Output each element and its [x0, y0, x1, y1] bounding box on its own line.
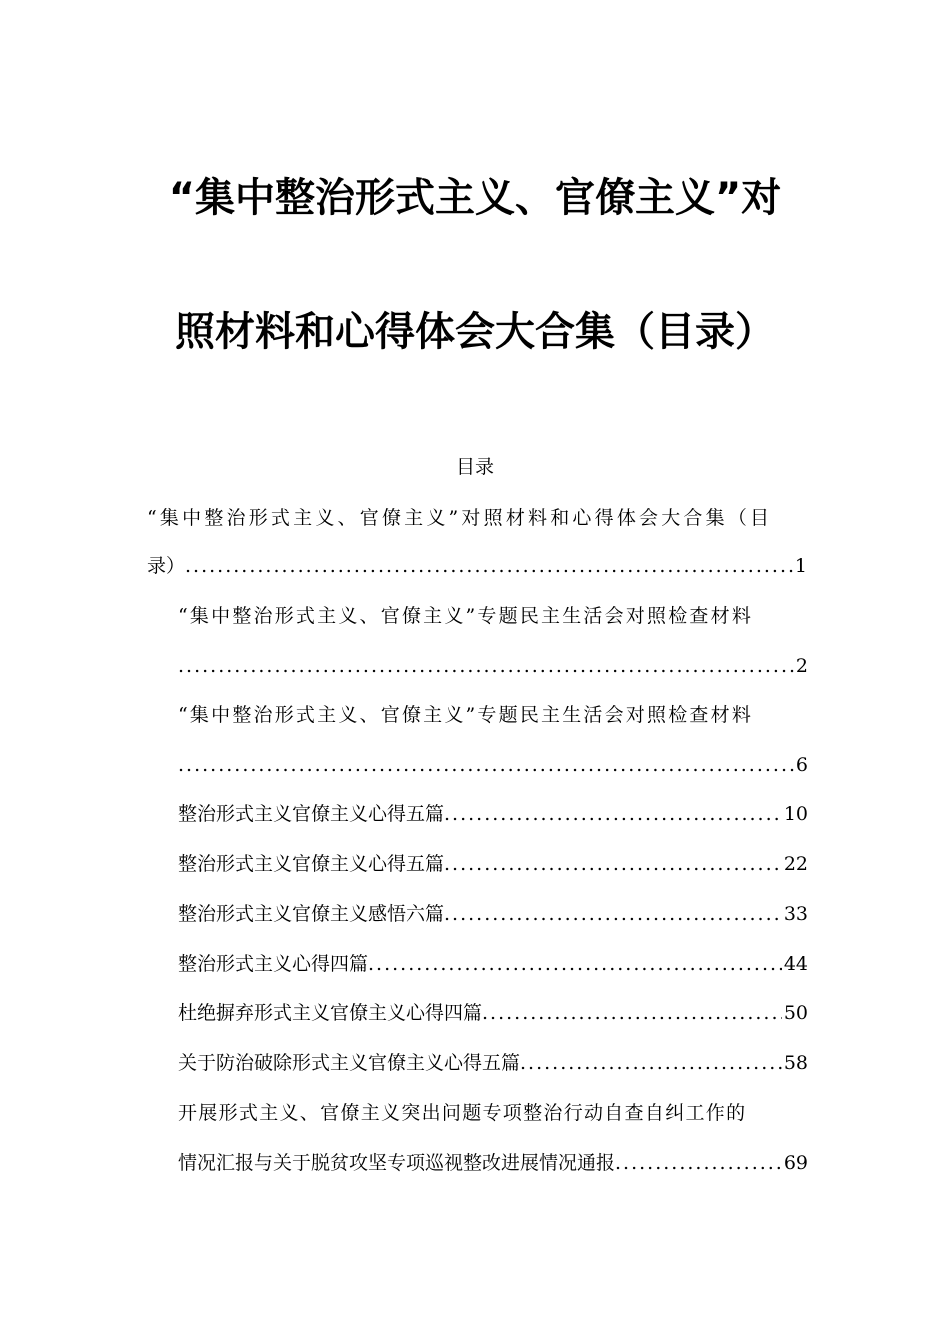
toc-leader-dots [444, 802, 782, 826]
toc-entry-text: 整治形式主义官僚主义心得五篇 [178, 803, 445, 825]
toc-page-number: 44 [783, 953, 808, 975]
toc-leader-dots [482, 1001, 782, 1025]
toc-leader-dots [178, 753, 794, 777]
toc-entry-3-line-1: “集中整治形式主义、官僚主义”专题民主生活会对照检查材料 [178, 704, 754, 726]
toc-entry-text: 杜绝摒弃形式主义官僚主义心得四篇 [178, 1002, 483, 1024]
toc-entry-7[interactable] [178, 952, 808, 976]
toc-leader-dots [178, 654, 794, 678]
toc-page-number: 2 [795, 655, 808, 677]
toc-entry-text: 整治形式主义心得四篇 [178, 953, 369, 975]
toc-entry-1-line-2: 录） [147, 555, 186, 577]
toc-entry-5[interactable] [178, 852, 808, 876]
toc-leader-dots [444, 902, 782, 926]
toc-entry-3[interactable] [178, 753, 808, 777]
toc-leader-dots [185, 554, 793, 578]
toc-entry-6[interactable] [178, 902, 808, 926]
toc-heading: 目录 [455, 456, 494, 478]
toc-entry-2-line-1: “集中整治形式主义、官僚主义”专题民主生活会对照检查材料 [178, 605, 754, 627]
toc-page-number: 50 [783, 1002, 808, 1024]
toc-entry-1-line-1: “集中整治形式主义、官僚主义”对照材料和心得体会大合集（目 [147, 507, 773, 529]
toc-page-number: 10 [783, 803, 808, 825]
toc-leader-dots [520, 1051, 782, 1075]
document-title-line-1: “集中整治形式主义、官僚主义”对 [168, 175, 782, 221]
toc-page-number: 33 [783, 903, 808, 925]
toc-entry-10-line-1: 开展形式主义、官僚主义突出问题专项整治行动自查自纠工作的 [178, 1102, 747, 1124]
toc-leader-dots [444, 852, 782, 876]
toc-page-number: 6 [795, 754, 808, 776]
toc-entry-text: 整治形式主义官僚主义心得五篇 [178, 853, 445, 875]
toc-leader-dots [615, 1151, 782, 1175]
toc-page-number: 69 [783, 1152, 808, 1174]
toc-entry-1[interactable] [147, 554, 807, 578]
toc-entry-10-line-2: 情况汇报与关于脱贫攻坚专项巡视整改进展情况通报 [178, 1152, 616, 1174]
toc-page-number: 58 [783, 1052, 808, 1074]
toc-entry-10[interactable] [178, 1151, 808, 1175]
toc-entry-text: 关于防治破除形式主义官僚主义心得五篇 [178, 1052, 521, 1074]
toc-page-number: 22 [783, 853, 808, 875]
toc-leader-dots [368, 952, 782, 976]
toc-entry-9[interactable] [178, 1051, 808, 1075]
document-title-line-2: 照材料和心得体会大合集（目录） [175, 309, 775, 355]
toc-entry-text: 整治形式主义官僚主义感悟六篇 [178, 903, 445, 925]
toc-entry-4[interactable] [178, 802, 808, 826]
toc-entry-2[interactable] [178, 654, 808, 678]
toc-page-number: 1 [794, 555, 807, 577]
toc-entry-8[interactable] [178, 1001, 808, 1025]
